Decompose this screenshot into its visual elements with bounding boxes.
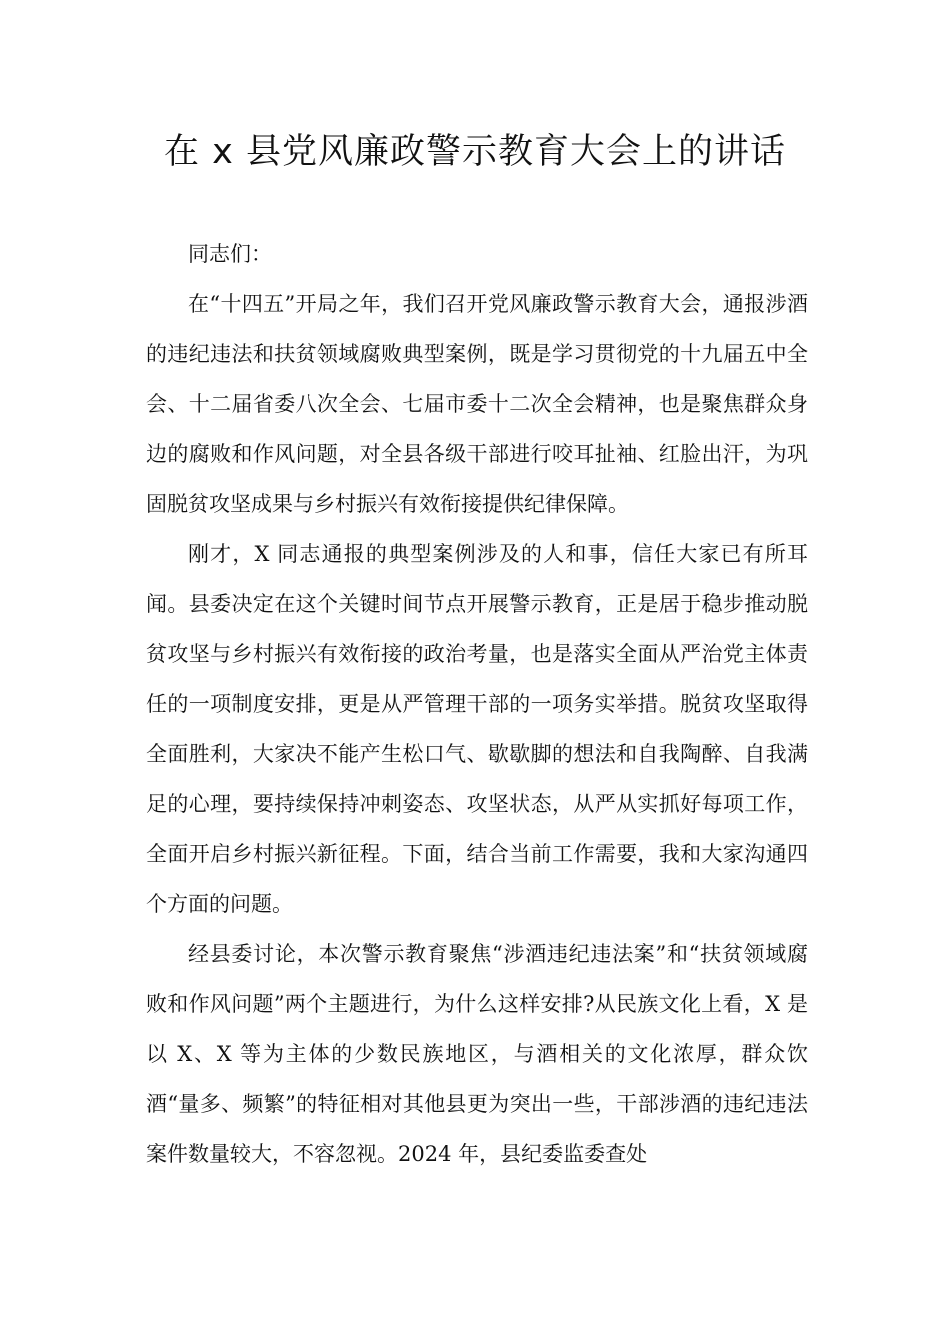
paragraph-1: 在“十四五”开局之年，我们召开党风廉政警示教育大会，通报涉酒的违纪违法和扶贫领域腐败典型案例，既是学习贯彻党的十九届五中全会、十二届省委八次全会、七届市委十二次全会精神，也是聚焦群众身边的腐败和作风问题，对全县各级干部进行咬耳扯袖、红脸出汗，为巩固脱贫攻坚成果与乡村振兴有效衔接提供纪律保障。: [146, 292, 808, 516]
salutation: 同志们：: [188, 242, 272, 266]
document-body: [146, 229, 808, 1179]
paragraph-2: 刚才，X 同志通报的典型案例涉及的人和事，信任大家已有所耳闻。县委决定在这个关键时间节点开展警示教育，正是居于稳步推动脱贫攻坚与乡村振兴有效衔接的政治考量，也是落实全面从严治党主体责任的一项制度安排，更是从严管理干部的一项务实举措。脱贫攻坚取得全面胜利，大家决不能产生松口气、歇歇脚的想法和自我陶醉、自我满足的心理，要持续保持冲刺姿态、攻坚状态，从严从实抓好每项工作，全面开启乡村振兴新征程。下面，结合当前工作需要，我和大家沟通四个方面的问题。: [146, 542, 808, 916]
paragraph-3: 经县委讨论，本次警示教育聚焦“涉酒违纪违法案”和“扶贫领域腐败和作风问题”两个主题进行，为什么这样安排?从民族文化上看，X 是以 X、X 等为主体的少数民族地区，与酒相关的文化浓厚，群众饮酒“量多、频繁”的特征相对其他县更为突出一些，干部涉酒的违纪违法案件数量较大，不容忽视。2024 年，县纪委监委查处: [146, 942, 808, 1166]
document-title: 在 x 县党风廉政警示教育大会上的讲话: [164, 132, 786, 172]
